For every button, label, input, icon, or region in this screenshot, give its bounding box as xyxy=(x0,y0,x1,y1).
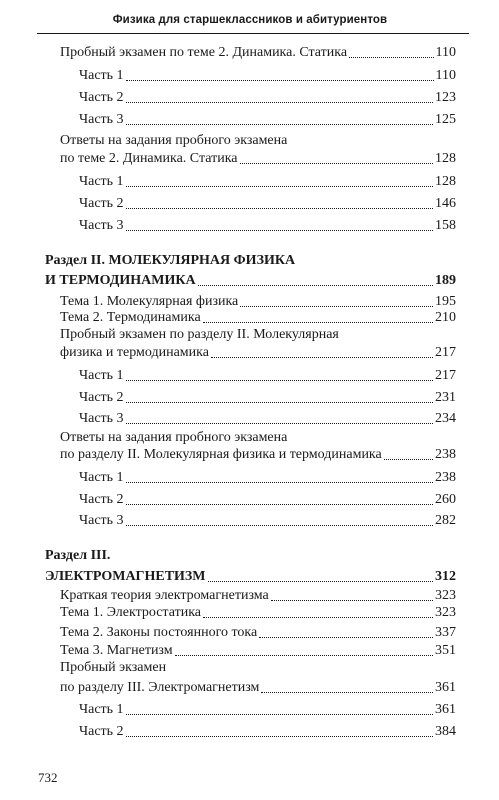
toc-entry-part[interactable] xyxy=(79,193,456,213)
dot-leader xyxy=(126,102,433,103)
toc-entry-page: 128 xyxy=(435,174,456,189)
toc-entry-answers-line1: Ответы на задания пробного экзамена xyxy=(60,133,288,148)
toc-entry-label: И ТЕРМОДИНАМИКА xyxy=(45,273,196,288)
toc-entry-page: 189 xyxy=(435,273,456,288)
dot-leader xyxy=(271,600,433,601)
dot-leader xyxy=(126,423,433,424)
toc-entry-page: 234 xyxy=(435,411,456,426)
toc-entry-part[interactable] xyxy=(79,215,456,235)
dot-leader xyxy=(126,482,433,483)
toc-entry-label: физика и термодинамика xyxy=(60,345,209,360)
dot-leader xyxy=(126,736,433,737)
toc-entry-page: 110 xyxy=(435,45,456,60)
toc-entry-part[interactable] xyxy=(79,510,456,530)
dot-leader xyxy=(259,637,433,638)
toc-entry-page: 312 xyxy=(435,569,456,584)
toc-entry-label: Краткая теория электромагнетизма xyxy=(60,588,269,603)
dot-leader xyxy=(175,655,433,656)
toc-entry-label: Часть 1 xyxy=(79,68,124,83)
toc-entry-page: 351 xyxy=(435,643,456,658)
toc-entry-label: Часть 2 xyxy=(79,492,124,507)
toc-entry-part[interactable] xyxy=(79,87,456,107)
toc-entry-label: Часть 1 xyxy=(79,174,124,189)
toc-entry-label: по разделу III. Электромагнетизм xyxy=(60,680,260,695)
dot-leader xyxy=(126,230,433,231)
toc-entry-part[interactable] xyxy=(79,109,456,129)
dot-leader xyxy=(126,186,433,187)
toc-entry-page: 238 xyxy=(435,470,456,485)
toc-entry-exam-section3[interactable] xyxy=(60,677,456,697)
toc-entry-part[interactable] xyxy=(79,721,456,741)
toc-entry-label: по разделу II. Молекулярная физика и термодинамика xyxy=(60,447,382,462)
toc-entry-topic[interactable] xyxy=(60,622,456,642)
toc-entry-page: 217 xyxy=(435,368,456,383)
toc-entry-page: 123 xyxy=(435,90,456,105)
toc-entry-part[interactable] xyxy=(79,699,456,719)
toc-entry-page: 125 xyxy=(435,112,456,127)
toc-entry-label: Часть 2 xyxy=(79,90,124,105)
dot-leader xyxy=(203,617,433,618)
toc-entry-page: 282 xyxy=(435,513,456,528)
toc-entry-label: Тема 3. Магнетизм xyxy=(60,643,173,658)
toc-entry-label: Часть 3 xyxy=(79,411,124,426)
toc-entry-label: Тема 2. Термодинамика xyxy=(60,310,201,325)
dot-leader xyxy=(126,504,433,505)
toc-entry-part[interactable] xyxy=(79,65,456,85)
running-header: Физика для старшеклассников и абитуриентов xyxy=(112,14,388,26)
dot-leader xyxy=(211,357,433,358)
toc-entry-label: Часть 2 xyxy=(79,390,124,405)
toc-entry-page: 217 xyxy=(435,345,456,360)
toc-entry-answers-section2[interactable] xyxy=(60,444,456,464)
toc-entry-exam-line1: Пробный экзамен xyxy=(60,660,167,675)
toc-entry-page: 337 xyxy=(435,625,456,640)
dot-leader xyxy=(126,124,433,125)
dot-leader xyxy=(126,714,433,715)
toc-entry-exam-line1: Пробный экзамен по разделу II. Молекулярная xyxy=(60,327,339,342)
toc-entry-part[interactable] xyxy=(79,387,456,407)
toc-entry-label: Часть 3 xyxy=(79,513,124,528)
toc-entry-page: 384 xyxy=(435,724,456,739)
dot-leader xyxy=(126,208,433,209)
toc-entry-page: 361 xyxy=(435,680,456,695)
toc-entry-label: Пробный экзамен по теме 2. Динамика. Статика xyxy=(60,45,348,60)
toc-entry-part[interactable] xyxy=(79,365,456,385)
dot-leader xyxy=(126,402,433,403)
section-title-2-line1: Раздел II. МОЛЕКУЛЯРНАЯ ФИЗИКА xyxy=(45,253,296,268)
dot-leader xyxy=(208,581,433,582)
toc-entry-page: 231 xyxy=(435,390,456,405)
toc-entry-label: Тема 1. Молекулярная физика xyxy=(60,294,239,309)
toc-entry-answers-topic2[interactable] xyxy=(60,148,456,168)
dot-leader xyxy=(126,380,433,381)
toc-entry-label: Часть 1 xyxy=(79,702,124,717)
toc-entry-label: Часть 2 xyxy=(79,196,124,211)
toc-entry-label: Часть 1 xyxy=(79,368,124,383)
toc-entry-label: Тема 2. Законы постоянного тока xyxy=(60,625,258,640)
toc-entry-section-2[interactable] xyxy=(45,270,456,290)
dot-leader xyxy=(349,57,433,58)
toc-entry-label: Часть 3 xyxy=(79,112,124,127)
dot-leader xyxy=(203,322,433,323)
toc-entry-label: Часть 1 xyxy=(79,470,124,485)
page-number: 732 xyxy=(38,770,58,785)
toc-entry-label: по теме 2. Динамика. Статика xyxy=(60,151,238,166)
toc-entry-label: Часть 2 xyxy=(79,724,124,739)
toc-entry-label: Часть 3 xyxy=(79,218,124,233)
toc-entry-page: 260 xyxy=(435,492,456,507)
toc-entry-part[interactable] xyxy=(79,408,456,428)
dot-leader xyxy=(384,459,433,460)
toc-entry-page: 158 xyxy=(435,218,456,233)
dot-leader xyxy=(126,80,434,81)
toc-entry-part[interactable] xyxy=(79,467,456,487)
toc-entry-label: Тема 1. Электростатика xyxy=(60,605,201,620)
toc-entry-page: 323 xyxy=(435,605,456,620)
section-title-3-line1: Раздел III. xyxy=(45,548,111,563)
toc-entry-section-3[interactable] xyxy=(45,566,456,586)
toc-entry-page: 128 xyxy=(435,151,456,166)
toc-entry-page: 210 xyxy=(435,310,456,325)
toc-entry-topic[interactable] xyxy=(60,640,456,660)
dot-leader xyxy=(126,525,433,526)
header-rule xyxy=(37,33,469,34)
dot-leader xyxy=(240,163,433,164)
toc-entry-page: 323 xyxy=(435,588,456,603)
toc-entry-label: ЭЛЕКТРОМАГНЕТИЗМ xyxy=(45,569,206,584)
toc-entry-part[interactable] xyxy=(79,171,456,191)
toc-entry-page: 238 xyxy=(435,447,456,462)
dot-leader xyxy=(261,692,433,693)
toc-entry-answers-line1: Ответы на задания пробного экзамена xyxy=(60,430,288,445)
toc-entry-page: 361 xyxy=(435,702,456,717)
toc-entry-exam-section2[interactable] xyxy=(60,342,456,362)
toc-entry-part[interactable] xyxy=(79,489,456,509)
toc-entry-page: 146 xyxy=(435,196,456,211)
toc-entry-topic[interactable] xyxy=(60,602,456,622)
dot-leader xyxy=(198,285,433,286)
toc-entry-topic[interactable] xyxy=(60,307,456,327)
toc-entry-exam-topic2[interactable] xyxy=(60,42,456,62)
toc-entry-page: 110 xyxy=(435,68,456,83)
toc-entry-page: 195 xyxy=(435,294,456,309)
